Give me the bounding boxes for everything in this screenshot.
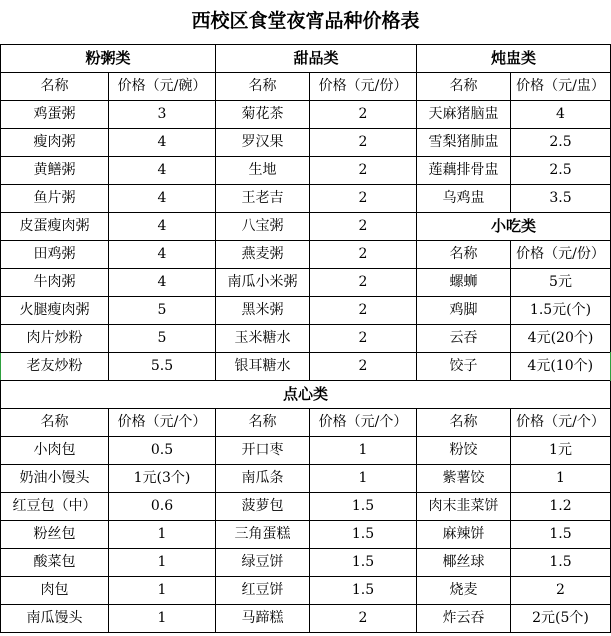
item-name[interactable]: 菊花茶 <box>216 100 310 128</box>
item-name[interactable]: 乌鸡盅 <box>417 184 511 212</box>
item-price[interactable]: 1.5 <box>310 576 417 604</box>
item-name[interactable]: 肉片炒粉 <box>1 324 109 352</box>
item-name[interactable]: 红豆包（中） <box>1 492 109 520</box>
item-price[interactable]: 2 <box>511 576 611 604</box>
table-row <box>1 576 611 604</box>
item-price[interactable]: 4 <box>109 212 216 240</box>
item-price[interactable]: 1.5 <box>310 520 417 548</box>
item-price[interactable]: 4 <box>109 184 216 212</box>
item-price[interactable]: 2 <box>310 184 417 212</box>
item-name[interactable]: 玉米糖水 <box>216 324 310 352</box>
column-header-price: 价格（元/盅） <box>511 72 611 100</box>
item-price[interactable]: 2.5 <box>511 128 611 156</box>
column-header-price: 价格（元/份） <box>511 240 611 268</box>
item-name[interactable]: 火腿瘦肉粥 <box>1 296 109 324</box>
item-name[interactable]: 罗汉果 <box>216 128 310 156</box>
item-name[interactable]: 三角蛋糕 <box>216 520 310 548</box>
item-price[interactable]: 4 <box>109 156 216 184</box>
item-name[interactable]: 老友炒粉 <box>1 352 109 380</box>
item-name[interactable]: 鸡脚 <box>417 296 511 324</box>
item-name[interactable]: 黄鳝粥 <box>1 156 109 184</box>
item-name[interactable]: 肉末韭菜饼 <box>417 492 511 520</box>
column-header-name: 名称 <box>417 72 511 100</box>
section-header-tianpin: 甜品类 <box>216 44 417 72</box>
column-header-price: 价格（元/个） <box>310 408 417 436</box>
item-name[interactable]: 莲藕排骨盅 <box>417 156 511 184</box>
column-header-name: 名称 <box>1 72 109 100</box>
item-name[interactable]: 瘦肉粥 <box>1 128 109 156</box>
item-price[interactable]: 4 <box>511 100 611 128</box>
item-name[interactable]: 粉饺 <box>417 436 511 464</box>
item-name[interactable]: 螺蛳 <box>417 268 511 296</box>
item-price[interactable]: 1 <box>109 520 216 548</box>
item-price[interactable]: 5 <box>109 324 216 352</box>
item-price[interactable]: 4 <box>109 128 216 156</box>
item-price[interactable]: 1元(3个) <box>109 464 216 492</box>
item-name[interactable]: 椰丝球 <box>417 548 511 576</box>
item-name[interactable]: 八宝粥 <box>216 212 310 240</box>
item-price[interactable]: 2 <box>310 268 417 296</box>
table-row <box>1 492 611 520</box>
item-name[interactable]: 南瓜馒头 <box>1 604 109 632</box>
item-price[interactable]: 3.5 <box>511 184 611 212</box>
item-name[interactable]: 马蹄糕 <box>216 604 310 632</box>
table-row <box>1 548 611 576</box>
section-header-dunzhong: 炖盅类 <box>417 44 611 72</box>
column-header-name: 名称 <box>417 408 511 436</box>
item-price[interactable]: 2 <box>310 324 417 352</box>
item-price[interactable]: 4元(10个) <box>511 352 611 380</box>
item-name[interactable]: 绿豆饼 <box>216 548 310 576</box>
table-row <box>1 352 611 380</box>
column-header-name: 名称 <box>417 240 511 268</box>
item-price[interactable]: 1 <box>109 604 216 632</box>
table-row <box>1 296 611 324</box>
table-row <box>1 156 611 184</box>
item-price[interactable]: 1元 <box>511 436 611 464</box>
table-row <box>1 184 611 212</box>
item-name[interactable]: 皮蛋瘦肉粥 <box>1 212 109 240</box>
column-header-name: 名称 <box>216 72 310 100</box>
table-row <box>1 240 611 268</box>
item-name[interactable]: 烧麦 <box>417 576 511 604</box>
table-row <box>1 464 611 492</box>
item-price[interactable]: 1 <box>109 548 216 576</box>
item-price[interactable]: 1.5 <box>511 520 611 548</box>
table-row <box>1 604 611 632</box>
item-price[interactable]: 0.6 <box>109 492 216 520</box>
item-price[interactable]: 4 <box>109 268 216 296</box>
item-price[interactable]: 1.5 <box>310 548 417 576</box>
item-price[interactable]: 2 <box>310 296 417 324</box>
item-name[interactable]: 云吞 <box>417 324 511 352</box>
table-row <box>1 100 611 128</box>
item-name[interactable]: 牛肉粥 <box>1 268 109 296</box>
column-header-price: 价格（元/碗） <box>109 72 216 100</box>
item-name[interactable]: 粉丝包 <box>1 520 109 548</box>
item-price[interactable]: 2元(5个) <box>511 604 611 632</box>
item-name[interactable]: 南瓜小米粥 <box>216 268 310 296</box>
item-name[interactable]: 南瓜条 <box>216 464 310 492</box>
item-price[interactable]: 5 <box>109 296 216 324</box>
table-row <box>1 128 611 156</box>
section-header-zhou: 粉粥类 <box>1 44 216 72</box>
table-row <box>1 324 611 352</box>
item-name[interactable]: 鸡蛋粥 <box>1 100 109 128</box>
item-price[interactable]: 1 <box>310 464 417 492</box>
item-name[interactable]: 生地 <box>216 156 310 184</box>
item-name[interactable]: 银耳糖水 <box>216 352 310 380</box>
column-header-price: 价格（元/个） <box>109 408 216 436</box>
item-name[interactable]: 肉包 <box>1 576 109 604</box>
item-price[interactable]: 4 <box>109 240 216 268</box>
item-price[interactable]: 1 <box>511 464 611 492</box>
item-price[interactable]: 2 <box>310 156 417 184</box>
column-header-price: 价格（元/份） <box>310 72 417 100</box>
item-price[interactable]: 1 <box>310 436 417 464</box>
item-name[interactable]: 酸菜包 <box>1 548 109 576</box>
table-row <box>1 212 611 240</box>
item-price[interactable]: 0.5 <box>109 436 216 464</box>
item-name[interactable]: 奶油小馒头 <box>1 464 109 492</box>
item-price[interactable]: 1.5 <box>511 548 611 576</box>
item-name[interactable]: 菠萝包 <box>216 492 310 520</box>
item-price[interactable]: 1.5元(个) <box>511 296 611 324</box>
item-name[interactable]: 黑米粥 <box>216 296 310 324</box>
item-price[interactable]: 5元 <box>511 268 611 296</box>
item-price[interactable]: 2.5 <box>511 156 611 184</box>
item-price[interactable]: 1.5 <box>310 492 417 520</box>
item-price[interactable]: 5.5 <box>109 352 216 380</box>
column-header-name: 名称 <box>216 408 310 436</box>
item-name[interactable]: 饺子 <box>417 352 511 380</box>
item-name[interactable]: 鱼片粥 <box>1 184 109 212</box>
item-price[interactable]: 1.2 <box>511 492 611 520</box>
table-title: 西校区食堂夜宵品种价格表 <box>1 0 611 44</box>
item-price[interactable]: 2 <box>310 604 417 632</box>
item-name[interactable]: 小肉包 <box>1 436 109 464</box>
item-name[interactable]: 田鸡粥 <box>1 240 109 268</box>
item-name[interactable]: 麻辣饼 <box>417 520 511 548</box>
column-header-name: 名称 <box>1 408 109 436</box>
table-row <box>1 436 611 464</box>
section-header-dianxin: 点心类 <box>1 380 611 408</box>
item-price[interactable]: 2 <box>310 240 417 268</box>
section-header-xiaochi: 小吃类 <box>417 212 611 240</box>
item-price[interactable]: 2 <box>310 352 417 380</box>
item-price[interactable]: 3 <box>109 100 216 128</box>
item-price[interactable]: 1 <box>109 576 216 604</box>
item-price[interactable]: 2 <box>310 128 417 156</box>
item-price[interactable]: 4元(20个) <box>511 324 611 352</box>
item-price[interactable]: 2 <box>310 100 417 128</box>
item-name[interactable]: 红豆饼 <box>216 576 310 604</box>
item-name[interactable]: 燕麦粥 <box>216 240 310 268</box>
item-name[interactable]: 天麻猪脑盅 <box>417 100 511 128</box>
item-name[interactable]: 开口枣 <box>216 436 310 464</box>
column-header-price: 价格（元/个） <box>511 408 611 436</box>
item-name[interactable]: 炸云吞 <box>417 604 511 632</box>
item-price[interactable]: 2 <box>310 212 417 240</box>
table-row <box>1 520 611 548</box>
item-name[interactable]: 雪梨猪肺盅 <box>417 128 511 156</box>
item-name[interactable]: 紫薯饺 <box>417 464 511 492</box>
table-row <box>1 268 611 296</box>
item-name[interactable]: 王老吉 <box>216 184 310 212</box>
